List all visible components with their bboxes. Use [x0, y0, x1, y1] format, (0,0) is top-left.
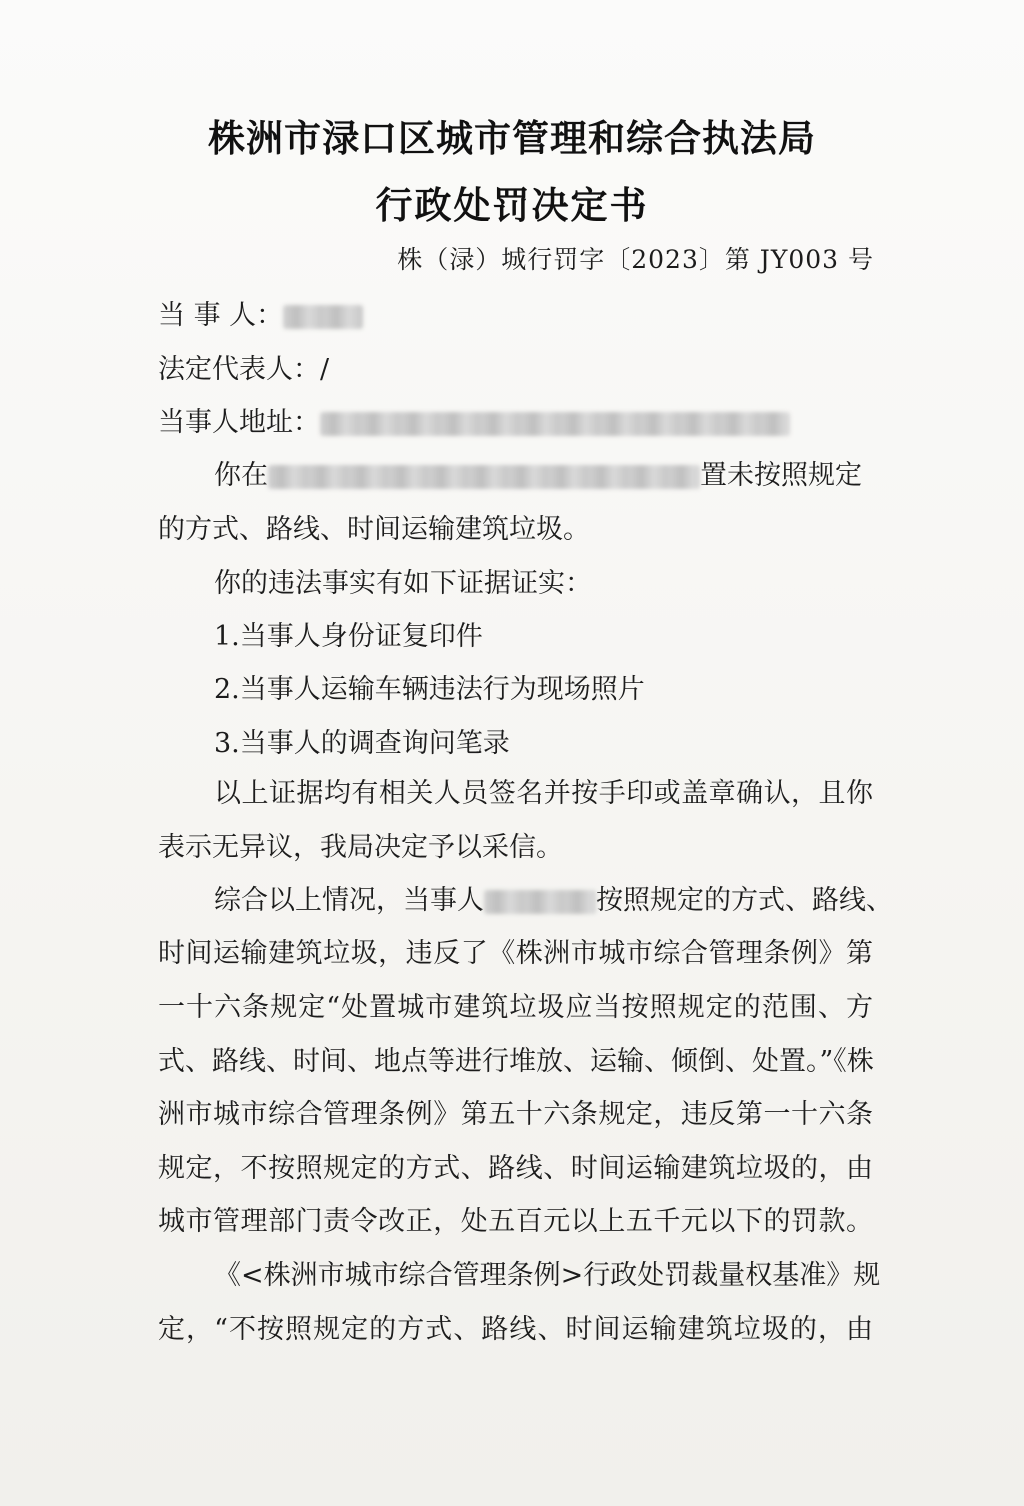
body-line: [158, 988, 873, 1028]
party-row: [158, 296, 363, 336]
legal-rep-value: /: [320, 354, 330, 385]
body-line: [158, 1202, 873, 1242]
legal-rep-label: 法定代表人：: [158, 354, 320, 385]
redacted-address: [320, 412, 790, 436]
body-line: 你的违法事实有如下证据证实：: [214, 568, 592, 599]
body-line: [214, 774, 873, 814]
body-line: [158, 1042, 873, 1082]
body-line: [158, 1149, 873, 1189]
agency-title: 株洲市渌口区城市管理和综合执法局: [208, 117, 816, 160]
document-type-title: 行政处罚决定书: [375, 184, 649, 227]
evidence-item: 1.当事人身份证复印件: [214, 621, 483, 652]
address-label: 当事人地址：: [158, 407, 320, 438]
body-line: [214, 881, 893, 921]
redacted-party-name: [484, 890, 596, 914]
body-text: 定，“不按照规定的方式、路线、时间运输建筑垃圾的，由: [158, 1314, 873, 1345]
body-text: 一十六条规定“处置城市建筑垃圾应当按照规定的范围、方: [158, 992, 873, 1023]
legal-rep-row: [158, 350, 329, 390]
party-label: 当 事 人：: [158, 300, 284, 331]
evidence-item: 2.当事人运输车辆违法行为现场照片: [214, 674, 645, 705]
body-line: [214, 456, 862, 496]
body-line: [158, 934, 873, 974]
evidence-item: 3.当事人的调查询问笔录: [214, 728, 510, 759]
document-number: 株（渌）城行罚字〔2023〕第 JY003 号: [397, 245, 874, 274]
body-text: 以上证据均有相关人员签名并按手印或盖章确认，且你: [214, 778, 873, 809]
body-line: 表示无异议，我局决定予以采信。: [158, 832, 563, 863]
body-line: [158, 1310, 873, 1350]
body-line: [214, 1256, 881, 1296]
body-text: 综合以上情况，当事人: [214, 885, 484, 916]
body-text: 式、路线、时间、地点等进行堆放、运输、倾倒、处置。”《株: [158, 1046, 874, 1077]
address-row: [158, 403, 790, 443]
body-text: 规定，不按照规定的方式、路线、时间运输建筑垃圾的，由: [158, 1153, 873, 1184]
body-text: 时间运输建筑垃圾，违反了《株洲市城市综合管理条例》第: [158, 938, 873, 969]
body-text: 按照规定的方式、路线、: [596, 885, 893, 916]
redacted-party-name: [283, 305, 363, 329]
body-text: 你在: [214, 460, 268, 491]
redacted-location: [268, 465, 700, 489]
body-text: 洲市城市综合管理条例》第五十六条规定，违反第一十六条: [158, 1099, 873, 1130]
body-text: 《<株洲市城市综合管理条例>行政处罚裁量权基准》规: [214, 1260, 881, 1291]
body-text: 置未按照规定: [700, 460, 862, 491]
body-text: 城市管理部门责令改正，处五百元以上五千元以下的罚款。: [158, 1206, 873, 1237]
body-line: [158, 1095, 873, 1135]
body-line: 的方式、路线、时间运输建筑垃圾。: [158, 514, 590, 545]
